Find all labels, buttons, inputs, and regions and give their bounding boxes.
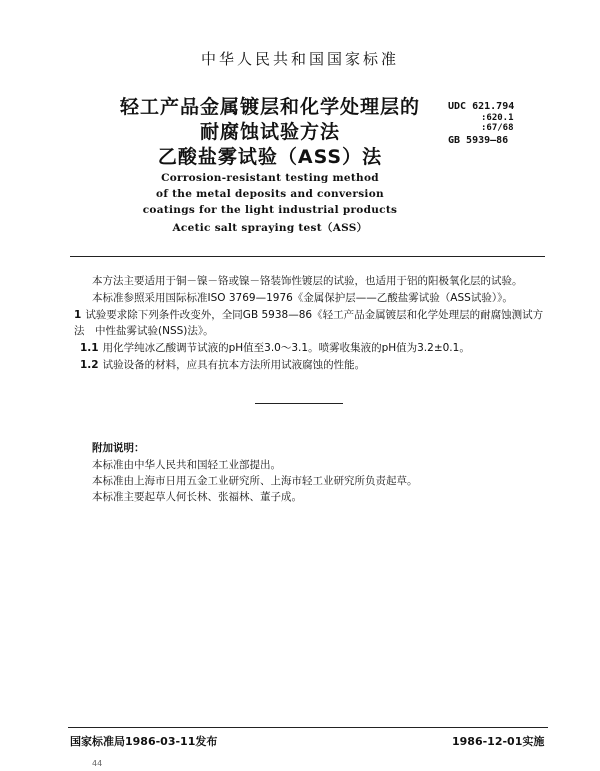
- udc-value-2: :620.1: [481, 113, 514, 123]
- notes-line-2: 本标准由上海市日用五金工业研究所、上海市轻工业研究所负责起草。: [92, 475, 418, 487]
- title-en-line1: Corrosion-resistant testing method: [161, 172, 379, 184]
- clause-1-continuation: 法 中性盐雾试验(NSS)法》。: [74, 325, 214, 337]
- effective-date: 1986-12-01实施: [452, 735, 545, 748]
- title-separator: [70, 256, 545, 257]
- title-en-line2: of the metal deposits and conversion: [156, 188, 384, 200]
- udc-label: UDC: [448, 101, 467, 112]
- clause-1-2-number: 1.2: [80, 359, 99, 371]
- title-en-line4: Acetic salt spraying test（ASS）: [172, 222, 368, 234]
- title-zh-line3: 乙酸盐雾试验（ASS）法: [157, 146, 383, 168]
- clause-1-1: [80, 340, 470, 355]
- clause-1-number: 1: [74, 309, 82, 321]
- title-zh-line1: 轻工产品金属镀层和化学处理层的: [119, 96, 420, 118]
- clause-1: [74, 307, 543, 322]
- clause-1-1-number: 1.1: [80, 342, 99, 354]
- title-zh-line2: 耐腐蚀试验方法: [199, 121, 340, 143]
- notes-line-1: 本标准由中华人民共和国轻工业部提出。: [92, 459, 281, 471]
- title-en-line3: coatings for the light industrial products: [142, 204, 398, 216]
- issue-date: 国家标准局1986-03-11发布: [70, 735, 218, 748]
- reference-paragraph: 本标准参照采用国际标准ISO 3769—1976《金属保护层——乙酸盐雾试验（ASS试验）》。: [92, 292, 513, 304]
- notes-heading: 附加说明：: [92, 442, 145, 454]
- footer-rule: [68, 727, 548, 728]
- end-of-text-rule: [255, 403, 343, 404]
- udc-value-3: :67/68: [481, 123, 514, 133]
- page-mark: 44: [92, 759, 103, 768]
- clause-1-2: [80, 357, 365, 372]
- clause-1-2-text: 试验设备的材料，应具有抗本方法所用试液腐蚀的性能。: [102, 359, 366, 371]
- gb-number: GB 5939—86: [448, 135, 509, 146]
- udc-code: [448, 101, 514, 112]
- notes-line-3: 本标准主要起草人何长林、张福林、董子成。: [92, 491, 302, 503]
- clause-1-text: 试验要求除下列条件改变外，全同GB 5938—86《轻工产品金属镀层和化学处理层的耐腐蚀测试方: [85, 309, 544, 321]
- issuer-heading: 中华人民共和国国家标准: [200, 50, 399, 68]
- clause-1-1-text: 用化学纯冰乙酸调节试液的pH值至3.0～3.1。喷雾收集液的pH值为3.2±0.1。: [102, 342, 470, 354]
- udc-value-1: 621.794: [472, 101, 515, 112]
- intro-paragraph: 本方法主要适用于铜－镍－铬或镍－铬装饰性镀层的试验，也适用于铝的阳极氧化层的试验。: [92, 275, 523, 287]
